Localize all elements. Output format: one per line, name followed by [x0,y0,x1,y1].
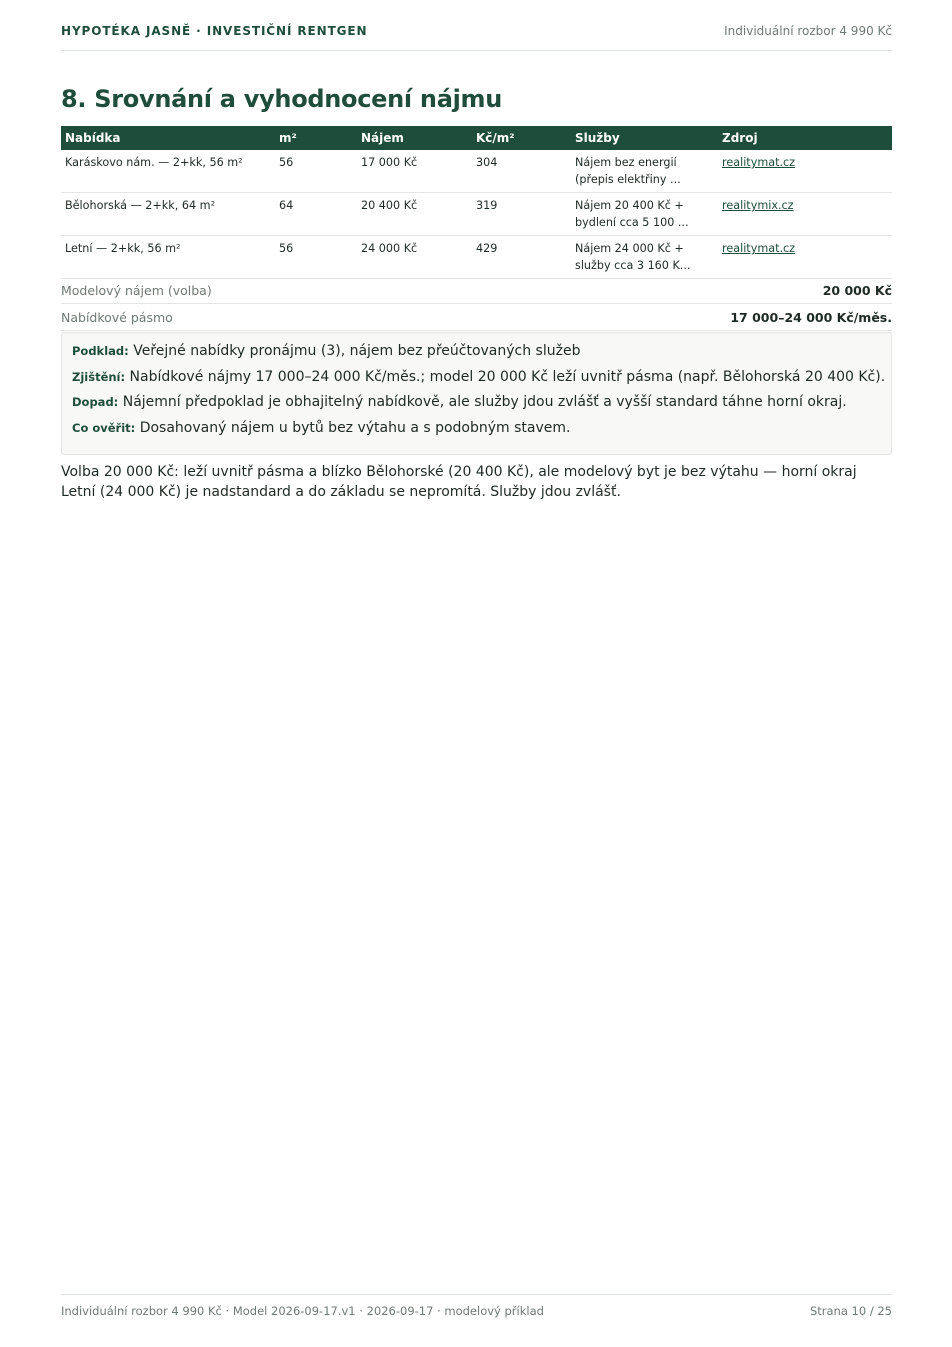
finding-text: Dosahovaný nájem u bytů bez výtahu a s podobným stavem. [139,419,571,436]
table-header-row [61,126,892,150]
col-header-services: Služby [575,131,620,145]
finding-key: Zjištění: [72,369,126,384]
offer-range-value: 17 000–24 000 Kč/měs. [730,309,892,325]
table-row [61,150,892,193]
brand-title: HYPOTÉKA JASNĚ · INVESTIČNÍ RENTGEN [61,24,368,38]
col-header-price-per-m2: Kč/m² [476,131,515,145]
rent-offers-table [61,126,892,279]
model-rent-value: 20 000 Kč [822,282,892,298]
col-header-rent: Nájem [361,131,404,145]
cell-offer: Bělohorská — 2+kk, 64 m² [61,193,275,236]
cell-services: Nájem bez energií (přepis elektřiny ... [571,150,718,193]
cell-price-per-m2: 304 [472,150,571,193]
header-price: Individuální rozbor 4 990 Kč [724,24,892,38]
cell-services: Nájem 24 000 Kč + služby cca 3 160 K... [571,236,718,279]
cell-services: Nájem 20 400 Kč + bydlení cca 5 100 ... [571,193,718,236]
col-header-area: m² [279,131,297,145]
cell-source [718,193,892,236]
cell-price-per-m2: 319 [472,193,571,236]
page-header [61,24,892,51]
col-header-source: Zdroj [722,131,758,145]
conclusion-note: Volba 20 000 Kč: leží uvnitř pásma a blízko Bělohorské (20 400 Kč), ale modelový byt je bez výtahu — horní okraj Letní (24 000 Kč) je nadstandard a do základu se nepromítá. Služby jdou zvlášť. [61,464,857,500]
section-title: 8. Srovnání a vyhodnocení nájmu [61,85,503,113]
report-page [61,0,892,1347]
finding-text: Veřejné nabídky pronájmu (3), nájem bez přeúčtovaných služeb [133,343,581,359]
page-footer [61,1294,892,1318]
cell-rent: 24 000 Kč [357,236,472,279]
model-rent-label: Modelový nájem (volba) [61,282,212,298]
source-link[interactable]: realitymat.cz [722,242,796,255]
finding-text: Nabídkové nájmy 17 000–24 000 Kč/měs.; model 20 000 Kč leží uvnitř pásma (např. Bělohorská 20 400 Kč). [129,368,886,385]
table-row [61,236,892,279]
finding-key: Podklad: [72,344,129,358]
source-link[interactable]: realitymix.cz [722,199,794,212]
finding-impact [72,394,881,420]
cell-area: 56 [275,150,357,193]
source-link[interactable]: realitymat.cz [722,156,796,169]
cell-rent: 20 400 Kč [357,193,472,236]
finding-basis [72,343,881,369]
finding-key: Co ověřit: [72,420,136,435]
cell-source [718,150,892,193]
cell-offer: Karáskovo nám. — 2+kk, 56 m² [61,150,275,193]
cell-source [718,236,892,279]
table-row [61,193,892,236]
cell-area: 64 [275,193,357,236]
finding-key: Dopad: [72,395,119,409]
offer-range-label: Nabídkové pásmo [61,309,173,325]
offer-range-row [61,304,892,331]
footer-model-info: Individuální rozbor 4 990 Kč · Model 2026-09-17.v1 · 2026-09-17 · modelový příklad [61,1304,544,1318]
findings-box [61,332,892,455]
col-header-offer: Nabídka [65,131,121,145]
finding-verify [72,420,881,446]
model-rent-row [61,277,892,304]
finding-text: Nájemní předpoklad je obhajitelný nabídkově, ale služby jdou zvlášť a vyšší standard táhne horní okraj. [122,394,847,410]
cell-rent: 17 000 Kč [357,150,472,193]
finding-result [72,368,886,395]
cell-price-per-m2: 429 [472,236,571,279]
cell-area: 56 [275,236,357,279]
cell-offer: Letní — 2+kk, 56 m² [61,236,275,279]
page-number: Strana 10 / 25 [809,1304,892,1318]
